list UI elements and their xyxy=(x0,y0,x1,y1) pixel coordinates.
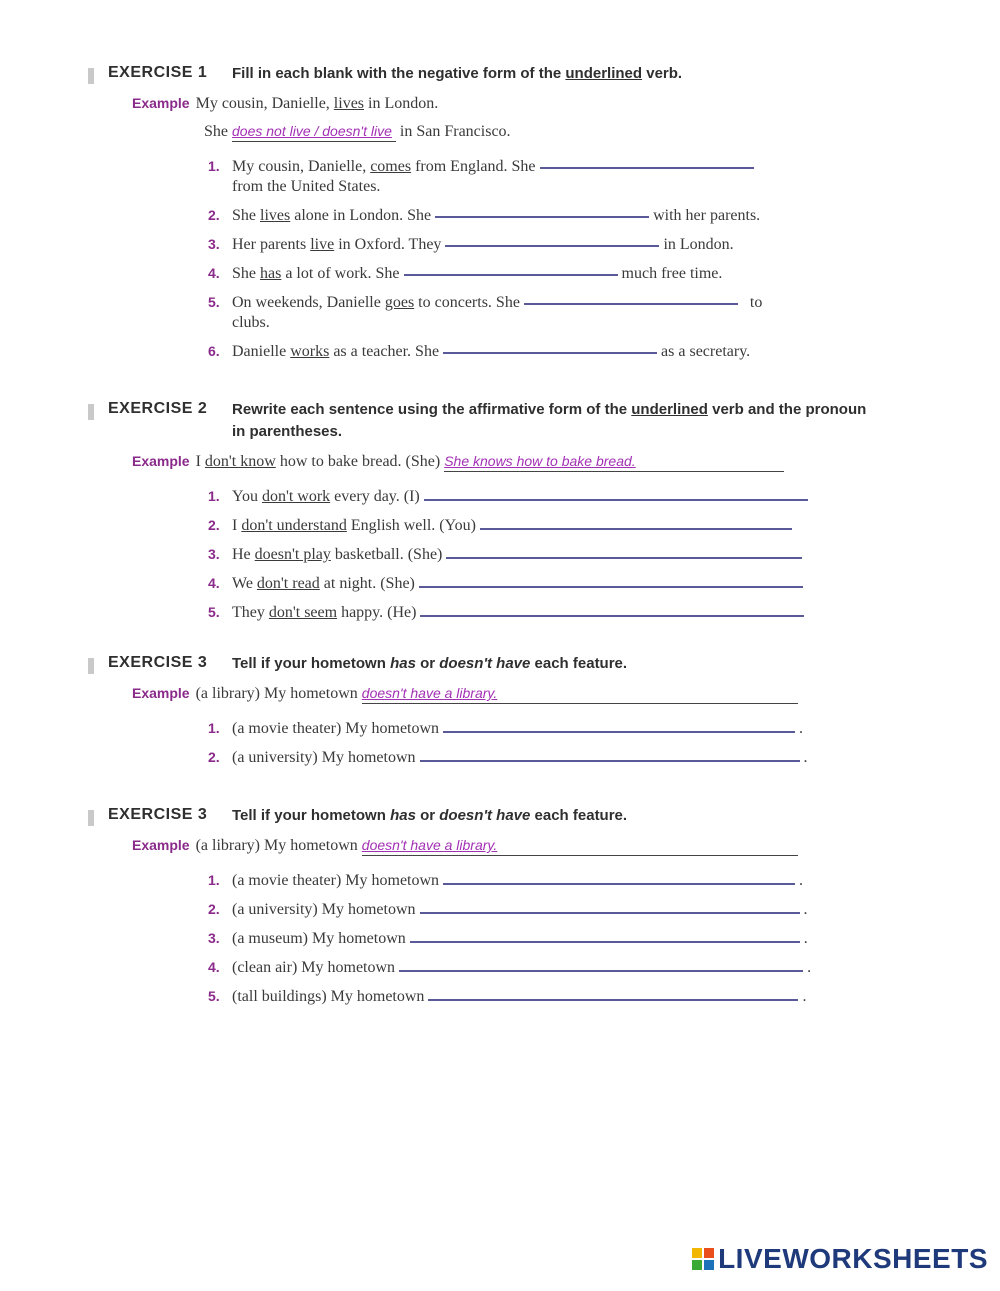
item-number: 3. xyxy=(208,930,220,946)
answer-blank[interactable] xyxy=(404,273,618,276)
answer-blank[interactable] xyxy=(435,215,649,218)
example-row xyxy=(88,837,868,856)
exercise-3-first xyxy=(88,654,868,768)
exercise-1 xyxy=(88,64,868,362)
exercise-1-header xyxy=(88,64,868,85)
item-number: 2. xyxy=(208,207,220,223)
exercise-instructions: Rewrite each sentence using the affirmative form of the underlined verb and the pronoun in parentheses. xyxy=(232,401,867,440)
item-number: 1. xyxy=(208,488,220,504)
answer-blank[interactable] xyxy=(446,556,802,559)
item-number: 5. xyxy=(208,988,220,1004)
exercise-1-item-4: 4. She has a lot of work. She much free time. xyxy=(208,265,723,282)
example-answer-row: She does not live / doesn't live in San Francisco. xyxy=(204,123,511,140)
item-number: 2. xyxy=(208,749,220,765)
section-marker xyxy=(88,658,94,674)
exercise-3-header xyxy=(88,654,868,675)
answer-blank[interactable] xyxy=(424,498,808,501)
logo-text: LIVEWORKSHEETS xyxy=(718,1243,988,1274)
exercise-1-item-5: 5. On weekends, Danielle goes to concerts. She to clubs. xyxy=(208,294,763,331)
example-label: Example xyxy=(132,453,190,469)
exercise-2-item-5: 5. They don't seem happy. (He) xyxy=(88,602,868,623)
item-number: 5. xyxy=(208,604,220,620)
exercise-title: EXERCISE 3 xyxy=(108,806,208,823)
exercise-2-item-1: 1. You don't work every day. (I) xyxy=(88,486,868,507)
section-marker xyxy=(88,810,94,826)
answer-blank[interactable] xyxy=(420,614,804,617)
answer-blank[interactable] xyxy=(420,911,800,914)
exercise-3-header xyxy=(88,806,868,827)
exercise-3-item-2: 2. (a university) My hometown . xyxy=(208,749,808,766)
exercise-3-item-1: 1. (a movie theater) My hometown . xyxy=(208,720,804,737)
exercise-3b-item-2: 2. (a university) My hometown . xyxy=(208,901,808,918)
logo-icon xyxy=(692,1248,714,1270)
item-number: 3. xyxy=(208,236,220,252)
exercise-3-second xyxy=(88,806,868,1007)
exercise-1-item-1: 1. My cousin, Danielle, comes from England. She from the United States. xyxy=(88,156,868,197)
exercise-2 xyxy=(88,400,868,623)
item-number: 1. xyxy=(208,158,220,174)
example-sentence: (a library) My hometown doesn't have a library. xyxy=(196,837,798,856)
item-number: 6. xyxy=(208,343,220,359)
section-marker xyxy=(88,68,94,84)
example-sentence: (a library) My hometown doesn't have a library. xyxy=(196,685,798,704)
exercise-1-item-3: 3. Her parents live in Oxford. They in London. xyxy=(208,236,734,253)
example-answer: does not live / doesn't live xyxy=(232,123,396,142)
exercise-instructions: Tell if your hometown has or doesn't have each feature. xyxy=(232,807,628,824)
item-number: 1. xyxy=(208,872,220,888)
item-number: 4. xyxy=(208,959,220,975)
answer-blank[interactable] xyxy=(419,585,803,588)
answer-blank[interactable] xyxy=(410,940,800,943)
item-number: 2. xyxy=(208,517,220,533)
exercise-2-item-2: 2. I don't understand English well. (You) xyxy=(88,515,868,536)
item-number: 2. xyxy=(208,901,220,917)
item-number: 4. xyxy=(208,265,220,281)
answer-blank[interactable] xyxy=(540,166,754,169)
liveworksheets-logo xyxy=(692,1243,988,1275)
exercise-3b-item-5: 5. (tall buildings) My hometown . xyxy=(208,988,807,1005)
example-label: Example xyxy=(132,95,190,111)
item-number: 4. xyxy=(208,575,220,591)
exercise-1-item-6: 6. Danielle works as a teacher. She as a secretary. xyxy=(208,343,751,360)
answer-blank[interactable] xyxy=(480,527,792,530)
exercise-title: EXERCISE 1 xyxy=(108,64,208,81)
exercise-2-item-3: 3. He doesn't play basketball. (She) xyxy=(88,544,868,565)
answer-blank[interactable] xyxy=(443,882,795,885)
answer-blank[interactable] xyxy=(443,730,795,733)
exercise-instructions: Fill in each blank with the negative form of the underlined verb. xyxy=(232,65,683,82)
item-number: 5. xyxy=(208,294,220,310)
exercise-3b-item-1: 1. (a movie theater) My hometown . xyxy=(208,872,804,889)
example-label: Example xyxy=(132,837,190,853)
exercise-title: EXERCISE 3 xyxy=(108,654,208,671)
example-row xyxy=(88,685,868,704)
example-row xyxy=(88,95,868,113)
example-row xyxy=(88,453,868,472)
example-sentence: I don't know how to bake bread. (She) She knows how to bake bread. xyxy=(196,453,785,472)
exercise-3b-item-4: 4. (clean air) My hometown . xyxy=(208,959,812,976)
section-marker xyxy=(88,404,94,420)
exercise-3b-item-3: 3. (a museum) My hometown . xyxy=(208,930,808,947)
example-label: Example xyxy=(132,685,190,701)
answer-blank[interactable] xyxy=(445,244,659,247)
exercise-1-item-2: 2. She lives alone in London. She with her parents. xyxy=(208,207,761,224)
exercise-title: EXERCISE 2 xyxy=(108,400,208,417)
example-answer: doesn't have a library. xyxy=(362,685,798,704)
answer-blank[interactable] xyxy=(420,759,800,762)
answer-blank[interactable] xyxy=(428,998,798,1001)
item-number: 1. xyxy=(208,720,220,736)
example-sentence: My cousin, Danielle, lives in London. xyxy=(195,95,439,112)
example-answer: doesn't have a library. xyxy=(362,837,798,856)
item-number: 3. xyxy=(208,546,220,562)
example-answer: She knows how to bake bread. xyxy=(444,453,784,472)
answer-blank[interactable] xyxy=(443,351,657,354)
answer-blank[interactable] xyxy=(524,302,738,305)
exercise-instructions: Tell if your hometown has or doesn't have each feature. xyxy=(232,655,628,672)
exercise-2-item-4: 4. We don't read at night. (She) xyxy=(88,573,868,594)
answer-blank[interactable] xyxy=(399,969,803,972)
exercise-2-header xyxy=(88,400,868,443)
